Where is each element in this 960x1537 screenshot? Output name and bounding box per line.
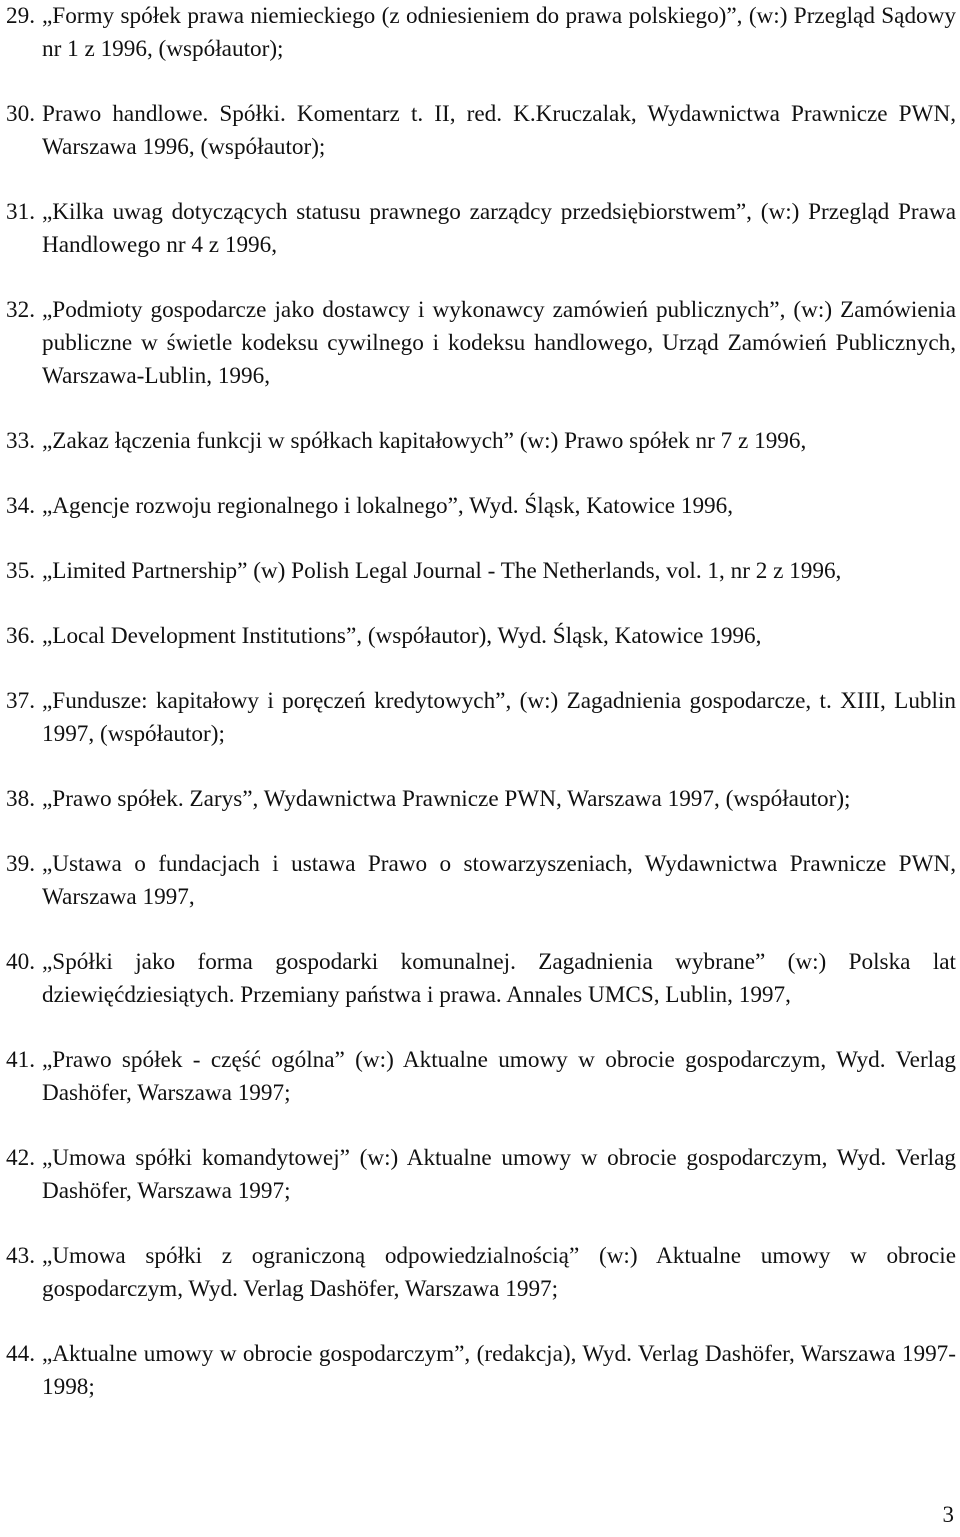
entry-text: „Local Development Institutions”, (współautor), Wyd. Śląsk, Katowice 1996, <box>42 623 762 649</box>
entry-number: 33. <box>6 428 35 454</box>
entry-number: 44. <box>6 1341 35 1367</box>
entry-number: 40. <box>6 949 35 975</box>
list-item <box>6 1044 956 1110</box>
entry-number: 29. <box>6 3 35 29</box>
list-item <box>6 196 956 262</box>
list-item <box>6 555 956 588</box>
entry-text: „Spółki jako forma gospodarki komunalnej. Zagadnienia wybrane” (w:) Polska lat dziewięćdziesiątych. Przemiany państwa i prawa. Annales UMCS, Lublin, 1997, <box>42 949 956 1008</box>
list-item <box>6 98 956 164</box>
list-item <box>6 946 956 1012</box>
list-item <box>6 0 956 66</box>
entry-text: Prawo handlowe. Spółki. Komentarz t. II, red. K.Kruczalak, Wydawnictwa Prawnicze PWN, Warszawa 1996, (współautor); <box>42 101 956 160</box>
entry-number: 31. <box>6 199 35 225</box>
list-item <box>6 490 956 523</box>
entry-number: 43. <box>6 1243 35 1269</box>
entry-number: 39. <box>6 851 35 877</box>
entry-number: 30. <box>6 101 35 127</box>
entry-text: „Podmioty gospodarcze jako dostawcy i wykonawcy zamówień publicznych”, (w:) Zamówienia publiczne w świetle kodeksu cywilnego i kodeksu handlowego, Urząd Zamówień Publicznych, Warszawa-Lublin, 1996, <box>42 297 956 389</box>
entry-text: „Limited Partnership” (w) Polish Legal Journal - The Netherlands, vol. 1, nr 2 z 1996, <box>42 558 842 584</box>
list-item <box>6 685 956 751</box>
entry-text: „Prawo spółek - część ogólna” (w:) Aktualne umowy w obrocie gospodarczym, Wyd. Verlag Dashöfer, Warszawa 1997; <box>42 1047 956 1106</box>
entry-number: 36. <box>6 623 35 649</box>
entry-text: „Zakaz łączenia funkcji w spółkach kapitałowych” (w:) Prawo spółek nr 7 z 1996, <box>42 428 807 454</box>
entry-number: 42. <box>6 1145 35 1171</box>
entry-text: „Fundusze: kapitałowy i poręczeń kredytowych”, (w:) Zagadnienia gospodarcze, t. XIII, Lublin 1997, (współautor); <box>42 688 956 747</box>
list-item <box>6 1142 956 1208</box>
entry-number: 32. <box>6 297 35 323</box>
entry-number: 35. <box>6 558 35 584</box>
bibliography-list <box>6 0 956 1436</box>
list-item <box>6 783 956 816</box>
list-item <box>6 1240 956 1306</box>
entry-number: 34. <box>6 493 35 519</box>
list-item <box>6 620 956 653</box>
list-item <box>6 848 956 914</box>
list-item <box>6 294 956 393</box>
page-number: 3 <box>942 1502 954 1527</box>
list-item <box>6 1338 956 1404</box>
entry-text: „Agencje rozwoju regionalnego i lokalnego”, Wyd. Śląsk, Katowice 1996, <box>42 493 734 519</box>
entry-text: „Aktualne umowy w obrocie gospodarczym”, (redakcja), Wyd. Verlag Dashöfer, Warszawa 1997-1998; <box>42 1341 956 1400</box>
entry-text: „Kilka uwag dotyczących statusu prawnego zarządcy przedsiębiorstwem”, (w:) Przegląd Prawa Handlowego nr 4 z 1996, <box>42 199 956 258</box>
entry-number: 41. <box>6 1047 35 1073</box>
entry-number: 38. <box>6 786 35 812</box>
list-item <box>6 425 956 458</box>
entry-number: 37. <box>6 688 35 714</box>
entry-text: „Umowa spółki z ograniczoną odpowiedzialnością” (w:) Aktualne umowy w obrocie gospodarczym, Wyd. Verlag Dashöfer, Warszawa 1997; <box>42 1243 956 1302</box>
entry-text: „Formy spółek prawa niemieckiego (z odniesieniem do prawa polskiego)”, (w:) Przegląd Sądowy nr 1 z 1996, (współautor); <box>42 3 956 62</box>
entry-text: „Prawo spółek. Zarys”, Wydawnictwa Prawnicze PWN, Warszawa 1997, (współautor); <box>42 786 851 812</box>
entry-text: „Ustawa o fundacjach i ustawa Prawo o stowarzyszeniach, Wydawnictwa Prawnicze PWN, Warszawa 1997, <box>42 851 956 910</box>
entry-text: „Umowa spółki komandytowej” (w:) Aktualne umowy w obrocie gospodarczym, Wyd. Verlag Dashöfer, Warszawa 1997; <box>42 1145 956 1204</box>
